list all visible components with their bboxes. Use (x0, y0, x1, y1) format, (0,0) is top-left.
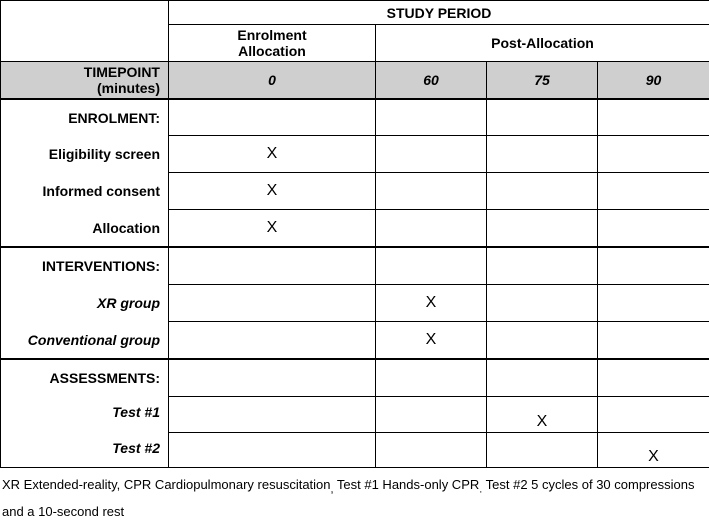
cell-mark (598, 210, 709, 247)
cell-mark (598, 136, 709, 173)
cell-mark (376, 210, 487, 247)
cell-mark (169, 247, 376, 285)
legend-part-2: Test #1 Hands-only CPR (334, 477, 480, 492)
test1-label: Test #1 (1, 397, 169, 433)
cell-mark (376, 359, 487, 397)
assessments-label: ASSESSMENTS: (1, 359, 169, 397)
test2-label: Test #2 (1, 433, 169, 468)
cell-mark (169, 322, 376, 359)
cell-mark (376, 173, 487, 210)
cell-mark (487, 136, 598, 173)
legend-part-1: XR Extended-reality, CPR Cardiopulmonary resuscitation (2, 477, 331, 492)
legend-part-3: Test #2 5 cycles of 30 compressions and a 10-second rest (2, 477, 694, 519)
cell-mark (598, 322, 709, 359)
cell-mark (376, 247, 487, 285)
timepoint-75: 75 (487, 62, 598, 99)
cell-mark (376, 397, 487, 433)
cell-mark (487, 322, 598, 359)
informed-consent-label: Informed consent (1, 173, 169, 210)
table-legend (2, 474, 702, 522)
post-allocation-header: Post-Allocation (376, 25, 709, 62)
cell-mark (169, 433, 376, 468)
cell-mark: X (169, 210, 376, 247)
cell-mark: X (487, 397, 598, 433)
timepoint-90: 90 (598, 62, 709, 99)
cell-mark (487, 247, 598, 285)
cell-mark (487, 99, 598, 136)
cell-mark (169, 397, 376, 433)
conventional-group-label: Conventional group (1, 322, 169, 359)
cell-mark (376, 99, 487, 136)
study-period-header: STUDY PERIOD (169, 1, 709, 25)
cell-mark (376, 433, 487, 468)
cell-mark (487, 433, 598, 468)
cell-mark: X (376, 285, 487, 322)
legend-separator-2: . (479, 484, 482, 496)
enrolment-allocation-header: Enrolment Allocation (169, 25, 376, 62)
cell-mark (487, 359, 598, 397)
cell-mark (169, 359, 376, 397)
cell-mark (169, 285, 376, 322)
timepoint-60: 60 (376, 62, 487, 99)
corner-cell (1, 1, 169, 25)
cell-mark (169, 99, 376, 136)
interventions-label: INTERVENTIONS: (1, 247, 169, 285)
cell-mark: X (169, 173, 376, 210)
cell-mark (376, 136, 487, 173)
cell-mark (598, 285, 709, 322)
cell-mark: X (376, 322, 487, 359)
cell-mark (598, 173, 709, 210)
corner-cell-2 (1, 25, 169, 62)
xr-group-label: XR group (1, 285, 169, 322)
cell-mark: X (169, 136, 376, 173)
cell-mark (598, 359, 709, 397)
allocation-label: Allocation (1, 210, 169, 247)
enrolment-label: ENROLMENT: (1, 99, 169, 136)
cell-mark (598, 397, 709, 433)
timepoint-label: TIMEPOINT (minutes) (1, 62, 169, 99)
cell-mark (487, 285, 598, 322)
cell-mark: X (598, 433, 709, 468)
cell-mark (598, 99, 709, 136)
cell-mark (487, 173, 598, 210)
legend-separator-1: , (331, 484, 334, 496)
cell-mark (487, 210, 598, 247)
eligibility-screen-label: Eligibility screen (1, 136, 169, 173)
timepoint-0: 0 (169, 62, 376, 99)
cell-mark (598, 247, 709, 285)
